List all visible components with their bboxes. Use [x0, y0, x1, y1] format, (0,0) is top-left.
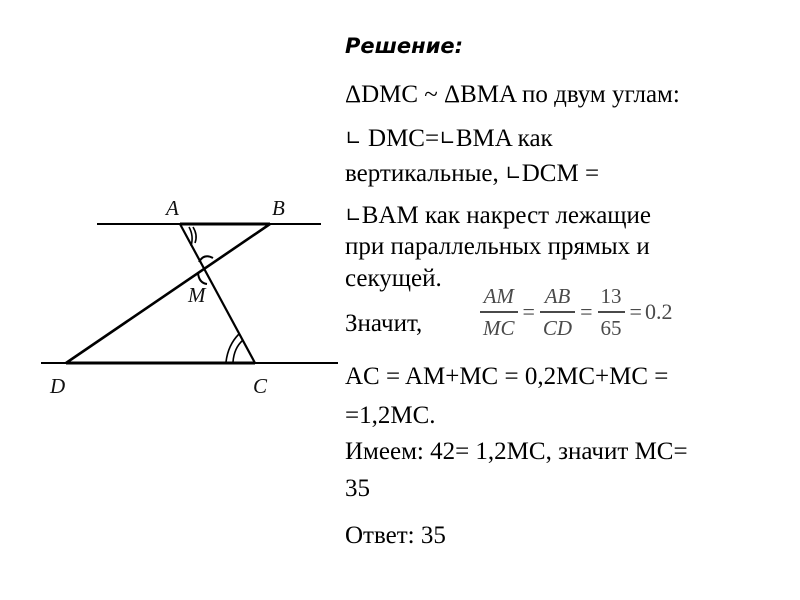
text-fragment: DCM =: [521, 160, 600, 187]
ratio-result: 0.2: [644, 299, 673, 325]
equation-line: Имеем: 42= 1,2MC, значит MC=: [345, 438, 688, 465]
fraction-am-mc: [480, 286, 518, 339]
segment-bd: [66, 224, 270, 363]
fraction-13-65: [598, 286, 625, 339]
point-label-d: D: [50, 374, 66, 398]
geometry-diagram: [0, 0, 340, 420]
text-fragment: вертикальные,: [345, 160, 505, 187]
point-label-a: A: [166, 196, 179, 220]
angle-equality-line-2: [345, 161, 599, 186]
angle-icon: ∟: [504, 161, 522, 185]
denominator: CD: [542, 315, 573, 340]
text-fragment: DMC=: [368, 125, 440, 152]
answer-line: Ответ: 35: [345, 522, 446, 549]
ac-expression-end: =1,2MC.: [345, 402, 436, 429]
angle-equality-line-1: [345, 126, 553, 151]
angle-equality-line-3: [345, 203, 651, 228]
point-label-b: B: [272, 196, 285, 220]
ac-expression: AC = AM+MC = 0,2MC+MC =: [345, 363, 669, 390]
text-fragment: BAM как накрест лежащие: [361, 202, 652, 229]
reason-line: при параллельных прямых и: [345, 233, 650, 260]
denominator: MC: [483, 315, 515, 340]
angle-icon: ∟: [439, 126, 456, 150]
fraction-bar: [598, 311, 625, 313]
numerator: AM: [483, 284, 514, 308]
angle-icon: ∟: [345, 126, 362, 150]
similarity-statement: ΔDMC ~ ΔBMA по двум углам:: [345, 81, 680, 108]
therefore-label: Значит,: [345, 310, 423, 337]
fraction-bar: [540, 311, 575, 313]
angle-mark-c-2: [233, 340, 243, 362]
point-label-c: C: [253, 374, 268, 398]
reason-line-end: секущей.: [345, 265, 442, 292]
equation-result: 35: [345, 475, 370, 502]
ratio-formula: [478, 286, 672, 339]
solution-heading: Решение:: [345, 34, 464, 58]
equals-sign: =: [580, 299, 593, 325]
angle-mark-a-2: [193, 227, 196, 243]
fraction-ab-cd: [540, 286, 575, 339]
denominator: 65: [600, 315, 622, 340]
numerator: AB: [544, 284, 571, 308]
fraction-bar: [480, 311, 518, 313]
point-label-m: M: [188, 283, 206, 307]
text-fragment: BMA как: [455, 125, 553, 152]
angle-icon: ∟: [345, 203, 362, 227]
equals-sign: =: [629, 299, 642, 325]
equals-sign: =: [522, 299, 535, 325]
numerator: 13: [600, 284, 622, 308]
